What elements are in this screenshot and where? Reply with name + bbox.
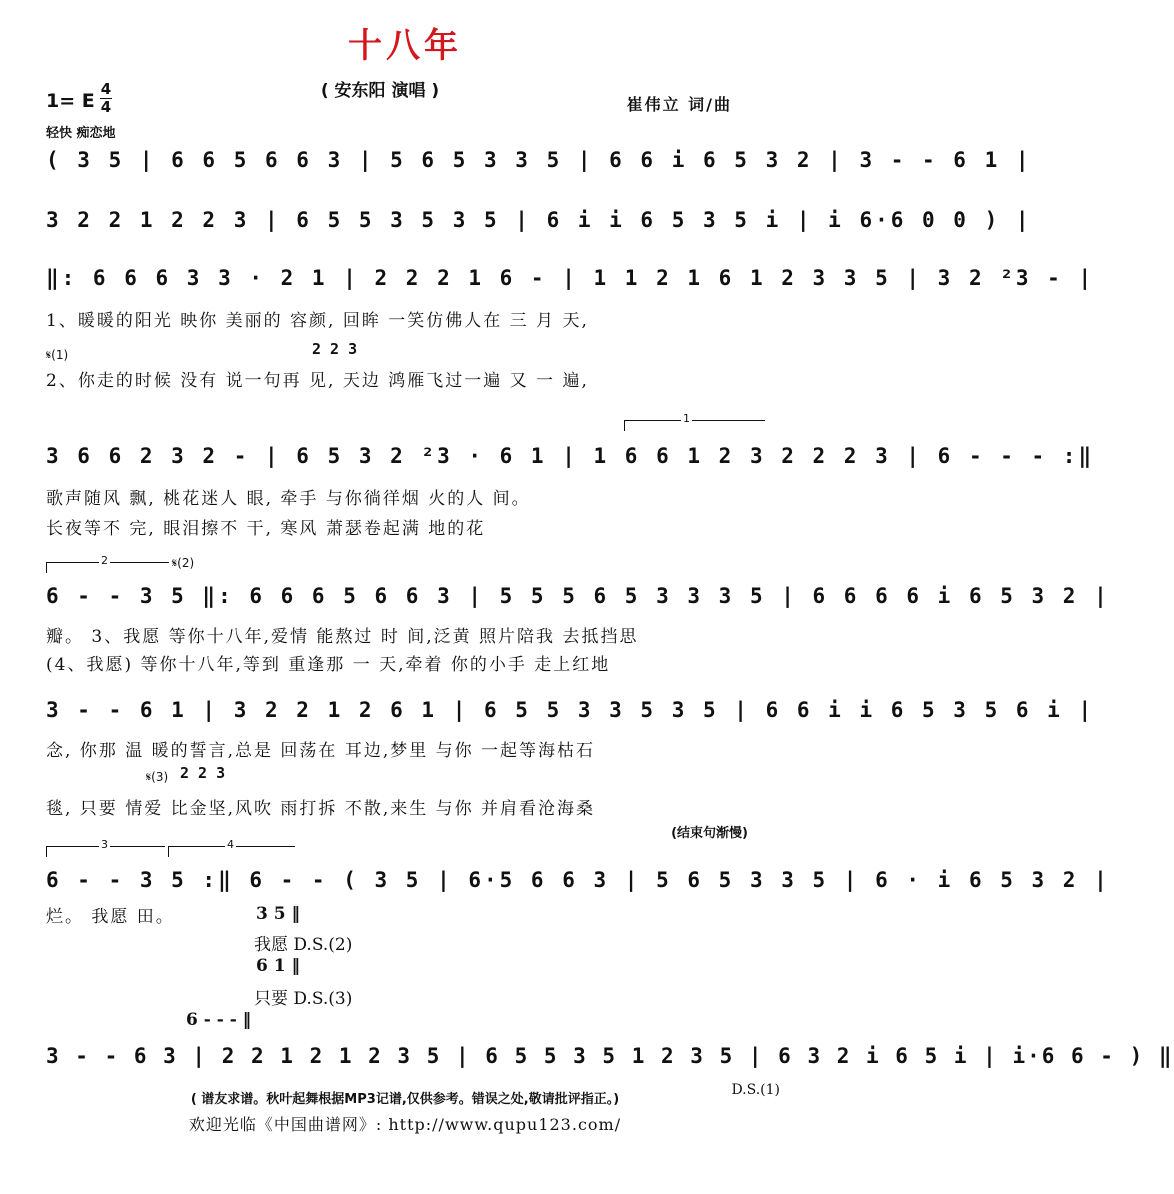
segno-1: 𝄋(1) (46, 348, 69, 362)
coda-a-notes: 3 5 ‖ (256, 904, 300, 924)
dal-segno-1: D.S.(1) (731, 1082, 780, 1098)
score-row-7-notes: 6 - - 3 5 :‖ 6 - - ( 3 5 | 6·5 6 6 3 | 5 6 5 3 3 5 | 6 · i 6 5 3 2 | (46, 868, 1110, 892)
volta-2-label: 2 (101, 554, 108, 567)
score-row-3-lyric-verse2: 2、你走的时候 没有 说一句再 见, 天边 鸿雁飞过一遍 又 一 遍, (46, 371, 589, 391)
score-row-4-notes: 3 6 6 2 3 2 - | 6 5 3 2 ²3 · 6 1 | 1 6 6 1 2 3 2 2 2 3 | 6 - - - :‖ (46, 444, 1095, 468)
page-title: 十八年 (348, 26, 462, 66)
score-row-3-small-notes: 2 2 3 (312, 340, 358, 358)
coda-b-notes: 6 1 ‖ (256, 956, 300, 976)
key-signature: 1= E (46, 90, 95, 112)
volta-3 (46, 838, 165, 857)
score-row-6-lyric-verse3: 念, 你那 温 暖的誓言,总是 回荡在 耳边,梦里 与你 一起等海枯石 (46, 741, 596, 761)
transcriber-note: ( 谱友求谱。秋叶起舞根据MP3记谱,仅供参考。错误之处,敬请批评指正。) (190, 1092, 620, 1107)
coda-b-lyric: 只要 D.S.(3) (254, 989, 353, 1009)
score-row-8-notes: 3 - - 6 3 | 2 2 1 2 1 2 3 5 | 6 5 5 3 5 1 2 3 5 | 6 3 2 i 6 5 i | i·6 6 - ) ‖ (46, 1044, 1174, 1068)
ending-tempo-note: (结束句渐慢) (671, 826, 748, 841)
score-row-6-lyric-verse4: 毯, 只要 情爱 比金坚,风吹 雨打拆 不散,来生 与你 并肩看沧海桑 (46, 799, 596, 819)
score-row-5-lyric-verse3: 瓣。 3、我愿 等你十八年,爱情 能熬过 时 间,泛黄 照片陪我 去抵挡思 (46, 627, 639, 647)
coda-c-notes: 6 - - - ‖ (186, 1010, 252, 1030)
score-row-3-notes: ‖: 6 6 6 3 3 · 2 1 | 2 2 2 1 6 - | 1 1 2 1 6 1 2 3 3 5 | 3 2 ²3 - | (46, 266, 1095, 290)
score-row-7-lyric: 烂。 我愿 田。 (46, 907, 175, 927)
score-row-5-lyric-verse4: (4、我愿) 等你十八年,等到 重逢那 一 天,牵着 你的小手 走上红地 (46, 655, 611, 675)
time-signature (100, 82, 112, 115)
volta-1-label: 1 (683, 412, 690, 425)
volta-4 (168, 838, 295, 857)
score-row-3-lyric-verse1: 1、暖暖的阳光 映你 美丽的 容颜, 回眸 一笑仿佛人在 三 月 天, (46, 311, 589, 331)
score-row-6-notes: 3 - - 6 1 | 3 2 2 1 2 6 1 | 6 5 5 3 3 5 3 5 | 6 6 i i 6 5 3 5 6 i | (46, 698, 1095, 722)
score-row-1-notes: ( 3 5 | 6 6 5 6 6 3 | 5 6 5 3 3 5 | 6 6 i 6 5 3 2 | 3 - - 6 1 | (46, 148, 1032, 172)
singer-credit: ( 安东阳 演唱 ) (320, 81, 440, 101)
score-row-4-lyric-verse1: 歌声随风 飘, 桃花迷人 眼, 牵手 与你徜徉烟 火的人 间。 (46, 489, 531, 509)
time-denominator: 4 (100, 98, 112, 116)
segno-3: 𝄋(3) (146, 770, 169, 784)
score-row-2-notes: 3 2 2 1 2 2 3 | 6 5 5 3 5 3 5 | 6 i i 6 5 3 5 i | i 6·6 0 0 ) | (46, 208, 1032, 232)
time-numerator: 4 (100, 80, 112, 98)
score-row-4-lyric-verse2: 长夜等不 完, 眼泪擦不 干, 寒风 萧瑟卷起满 地的花 (46, 519, 486, 539)
coda-a-lyric: 我愿 D.S.(2) (254, 935, 353, 955)
volta-1 (624, 412, 765, 431)
author-credit: 崔伟立 词/曲 (626, 95, 732, 114)
volta-2 (46, 554, 169, 573)
score-row-6-small-notes: 2 2 3 (180, 764, 226, 782)
volta-3-label: 3 (101, 838, 108, 851)
tempo-marking: 轻快 痴恋地 (46, 126, 116, 141)
volta-4-label: 4 (227, 838, 234, 851)
segno-2: 𝄋(2) (172, 556, 195, 570)
score-row-5-notes: 6 - - 3 5 ‖: 6 6 6 5 6 6 3 | 5 5 5 6 5 3 3 3 5 | 6 6 6 6 i 6 5 3 2 | (46, 584, 1110, 608)
site-credit: 欢迎光临《中国曲谱网》: http://www.qupu123.com/ (188, 1115, 622, 1134)
